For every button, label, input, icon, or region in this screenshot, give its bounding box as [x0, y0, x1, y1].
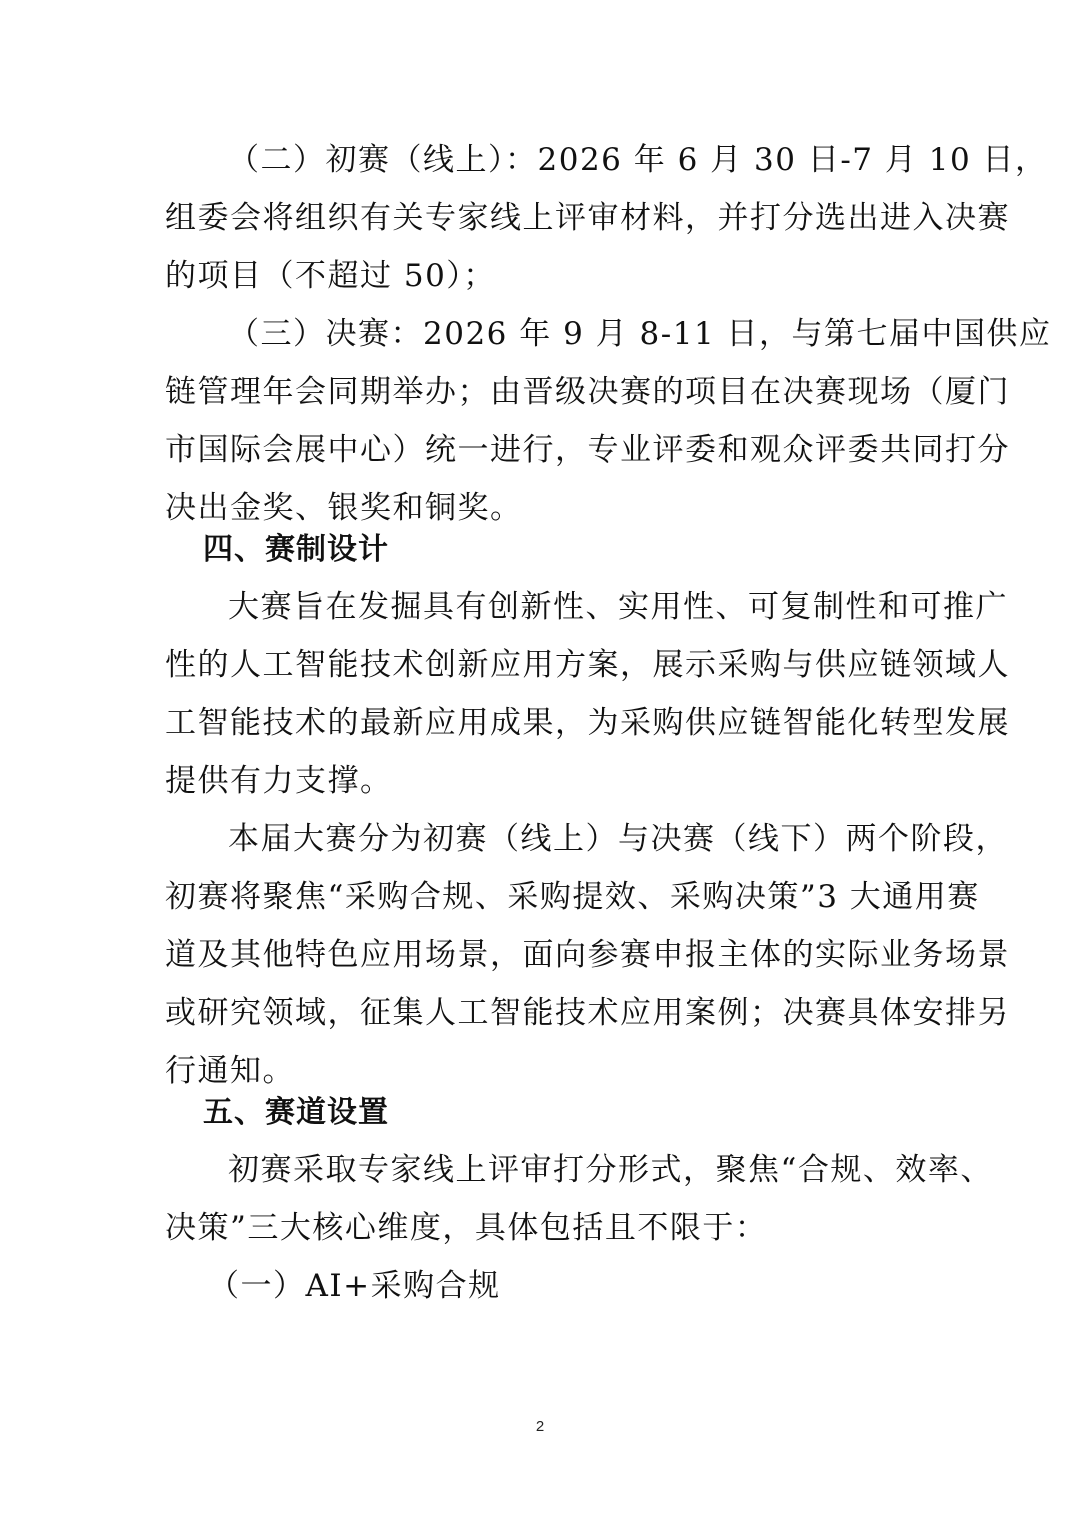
- paragraph-stages-line-1: 本届大赛分为初赛（线上）与决赛（线下）两个阶段，: [228, 821, 1008, 857]
- paragraph-final-line-2: 链管理年会同期举办；由晋级决赛的项目在决赛现场（厦门: [165, 374, 1010, 410]
- paragraph-purpose-line-1: 大赛旨在发掘具有创新性、实用性、可复制性和可推广: [228, 589, 1008, 625]
- paragraph-final-line-4: 决出金奖、银奖和铜奖。: [165, 490, 523, 526]
- section-heading-track-setup: 五、赛道设置: [203, 1095, 389, 1130]
- paragraph-preliminary-line-1: （二）初赛（线上）：2026 年 6 月 30 日-7 月 10 日，: [228, 142, 1048, 178]
- paragraph-final-line-3: 市国际会展中心）统一进行，专业评委和观众评委共同打分: [165, 432, 1010, 468]
- paragraph-stages-line-4: 或研究领域，征集人工智能技术应用案例；决赛具体安排另: [165, 995, 1010, 1031]
- paragraph-review-line-2: 决策”三大核心维度，具体包括且不限于：: [165, 1210, 768, 1246]
- paragraph-preliminary-line-3: 的项目（不超过 50）；: [165, 258, 496, 294]
- paragraph-final-line-1: （三）决赛：2026 年 9 月 8-11 日，与第七届中国供应: [228, 316, 1052, 352]
- page-number: 2: [535, 1418, 545, 1435]
- paragraph-stages-line-3: 道及其他特色应用场景，面向参赛申报主体的实际业务场景: [165, 937, 1010, 973]
- paragraph-stages-line-5: 行通知。: [165, 1053, 295, 1089]
- section-heading-format-design: 四、赛制设计: [203, 532, 389, 567]
- subsection-ai-compliance: （一）AI+采购合规: [208, 1268, 501, 1304]
- paragraph-purpose-line-3: 工智能技术的最新应用成果，为采购供应链智能化转型发展: [165, 705, 1010, 741]
- paragraph-review-line-1: 初赛采取专家线上评审打分形式，聚焦“合规、效率、: [228, 1152, 993, 1188]
- paragraph-purpose-line-2: 性的人工智能技术创新应用方案，展示采购与供应链领域人: [165, 647, 1010, 683]
- paragraph-stages-line-2: 初赛将聚焦“采购合规、采购提效、采购决策”3 大通用赛: [165, 879, 980, 915]
- paragraph-purpose-line-4: 提供有力支撑。: [165, 763, 393, 799]
- paragraph-preliminary-line-2: 组委会将组织有关专家线上评审材料，并打分选出进入决赛: [165, 200, 1010, 236]
